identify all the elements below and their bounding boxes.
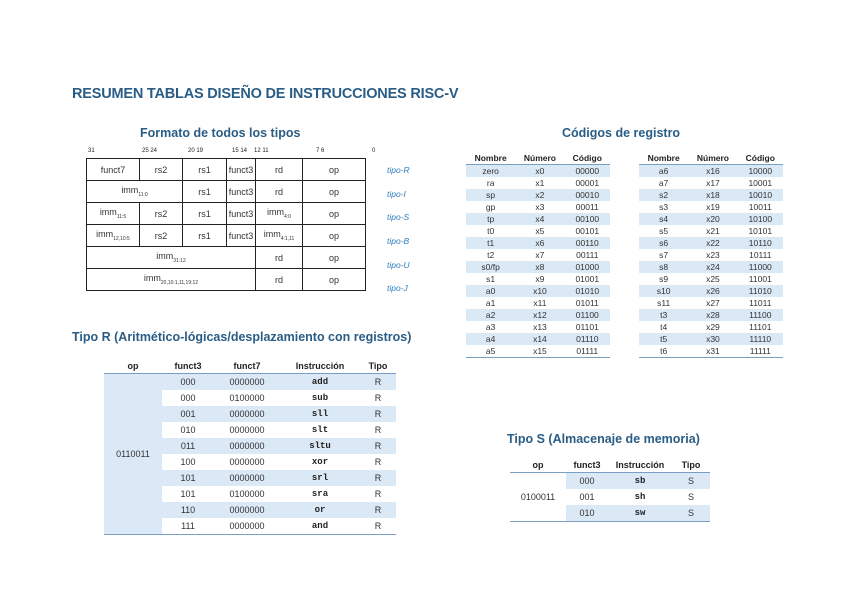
format-label-s: tipo-S — [387, 212, 410, 222]
register-row — [639, 321, 783, 333]
register-row — [639, 165, 783, 178]
register-code: 00100 — [565, 213, 610, 225]
register-number: x14 — [515, 333, 564, 345]
instruction-cell: slt — [311, 425, 329, 435]
register-number: x23 — [706, 250, 720, 260]
field-op: op — [303, 181, 366, 203]
register-row — [466, 321, 610, 333]
register-name: s3 — [659, 202, 669, 212]
register-number: x8 — [515, 261, 564, 273]
field-rs2: rs2 — [140, 225, 183, 247]
col-instruccion: Instrucción — [280, 359, 360, 374]
register-name: ra — [486, 178, 495, 188]
register-name: t4 — [660, 322, 668, 332]
register-number: x17 — [706, 178, 720, 188]
register-name: a7 — [658, 178, 669, 188]
tipo-r-table — [104, 359, 396, 535]
col-op: op — [510, 458, 566, 473]
register-name: s11 — [657, 298, 671, 308]
register-name: t6 — [660, 346, 668, 356]
col-op: op — [104, 359, 162, 374]
col-funct3: funct3 — [162, 359, 214, 374]
register-number: x24 — [688, 261, 737, 273]
register-code: 01001 — [575, 274, 600, 284]
register-name: a3 — [485, 322, 496, 332]
format-row-s — [87, 203, 366, 225]
register-name: a6 — [639, 165, 688, 178]
register-code: 10110 — [738, 237, 783, 249]
register-number: x18 — [688, 189, 737, 201]
register-row — [466, 309, 610, 321]
register-name: a4 — [466, 333, 515, 345]
field-imm-i: imm$_{11:0}$ — [87, 181, 183, 203]
register-code: 10000 — [738, 165, 783, 178]
funct3-cell: 010 — [566, 505, 608, 522]
format-heading: Formato de todos los tipos — [140, 126, 301, 140]
register-code: 10100 — [738, 213, 783, 225]
register-number: x22 — [688, 237, 737, 249]
tipo-cell: R — [374, 521, 382, 531]
register-code: 11110 — [738, 333, 783, 345]
tipo-s-row — [510, 473, 710, 490]
field-funct3: funct3 — [227, 225, 256, 247]
format-label-i: tipo-I — [387, 189, 406, 199]
instruction-cell: sltu — [280, 438, 360, 454]
register-name: s4 — [639, 213, 688, 225]
field-op: op — [303, 247, 366, 269]
tipo-cell: S — [687, 492, 694, 502]
register-row — [639, 249, 783, 261]
format-row-u — [87, 247, 366, 269]
bit-31: 31 — [88, 148, 95, 154]
field-rs1: rs1 — [183, 225, 227, 247]
register-name: a1 — [485, 298, 496, 308]
register-table-right — [639, 152, 783, 358]
register-row — [639, 201, 783, 213]
instruction-cell: sra — [311, 489, 329, 499]
field-rs2: rs2 — [140, 159, 183, 181]
register-code: 11100 — [738, 309, 783, 321]
register-row — [466, 189, 610, 201]
register-number: x27 — [706, 298, 720, 308]
register-name: a2 — [466, 309, 515, 321]
register-name: a5 — [485, 346, 496, 356]
register-number: x1 — [535, 178, 545, 188]
funct7-cell: 0000000 — [214, 470, 280, 486]
register-code: 10111 — [749, 250, 772, 260]
register-code: 11010 — [738, 285, 783, 297]
instruction-cell: sll — [280, 406, 360, 422]
register-name: sp — [466, 189, 515, 201]
funct7-cell: 0100000 — [229, 489, 265, 499]
register-number: x26 — [688, 285, 737, 297]
tipo-cell: S — [672, 505, 710, 522]
register-number: x4 — [515, 213, 564, 225]
funct3-cell: 011 — [162, 438, 214, 454]
funct3-cell: 000 — [180, 393, 196, 403]
field-imm-b-hi: imm$_{12,10:5}$ — [87, 225, 140, 247]
register-code: 00000 — [565, 165, 610, 178]
register-number: x28 — [688, 309, 737, 321]
field-funct3: funct3 — [227, 203, 256, 225]
register-code: 00010 — [565, 189, 610, 201]
bit-25-24: 25 24 — [142, 148, 158, 154]
register-name: t0 — [487, 226, 495, 236]
col-tipo: Tipo — [672, 458, 710, 473]
field-rs2: rs2 — [140, 203, 183, 225]
register-number: x5 — [535, 226, 545, 236]
tipo-r-row — [104, 374, 396, 391]
opcode-cell: 0100011 — [520, 492, 556, 502]
register-name: s10 — [639, 285, 688, 297]
register-row — [639, 297, 783, 309]
register-code: 11001 — [748, 274, 772, 284]
register-row — [466, 297, 610, 309]
tipo-cell: R — [374, 425, 382, 435]
register-row — [639, 273, 783, 285]
register-code: 01011 — [575, 298, 599, 308]
register-code: 00110 — [565, 237, 610, 249]
format-table — [86, 158, 366, 291]
funct3-cell: 101 — [180, 489, 196, 499]
register-code: 10011 — [748, 202, 772, 212]
register-number: x6 — [515, 237, 564, 249]
tipo-cell: R — [360, 374, 396, 391]
tipo-cell: R — [360, 502, 396, 518]
register-name: s5 — [659, 226, 669, 236]
register-name: s8 — [639, 261, 688, 273]
register-code: 01100 — [565, 309, 610, 321]
register-name: s2 — [639, 189, 688, 201]
instruction-cell: add — [280, 374, 360, 391]
funct3-cell: 010 — [180, 425, 196, 435]
register-name: a0 — [466, 285, 515, 297]
register-row — [466, 345, 610, 358]
format-label-j: tipo-J — [387, 283, 408, 293]
funct3-cell: 101 — [162, 470, 214, 486]
register-row — [466, 261, 610, 273]
col-nombre: Nombre — [466, 152, 515, 165]
register-number: x19 — [706, 202, 720, 212]
field-funct7: funct7 — [87, 159, 140, 181]
field-imm-s-lo: imm$_{4:0}$ — [256, 203, 303, 225]
register-row — [639, 213, 783, 225]
format-row-r — [87, 159, 366, 181]
register-row — [466, 201, 610, 213]
instruction-cell: sh — [634, 492, 646, 502]
tipo-s-table — [510, 458, 710, 522]
registers-heading: Códigos de registro — [562, 126, 681, 140]
register-name: zero — [466, 165, 515, 178]
col-tipo: Tipo — [360, 359, 396, 374]
field-rs1: rs1 — [183, 203, 227, 225]
register-number: x10 — [515, 285, 564, 297]
tipo-cell: R — [360, 438, 396, 454]
register-code: 00111 — [576, 250, 599, 260]
instruction-cell: or — [280, 502, 360, 518]
format-label-u: tipo-U — [387, 260, 410, 270]
register-name: tp — [466, 213, 515, 225]
register-number: x13 — [533, 322, 547, 332]
tipo-cell: R — [360, 406, 396, 422]
register-row — [639, 345, 783, 358]
register-code: 00001 — [575, 178, 600, 188]
field-rd: rd — [256, 181, 303, 203]
col-funct7: funct7 — [214, 359, 280, 374]
format-label-b: tipo-B — [387, 236, 410, 246]
register-number: x3 — [535, 202, 545, 212]
opcode-cell: 0110011 — [104, 374, 162, 535]
register-code: 11101 — [749, 322, 772, 332]
register-row — [639, 309, 783, 321]
register-row — [639, 225, 783, 237]
field-rd: rd — [256, 159, 303, 181]
register-name: s1 — [486, 274, 496, 284]
register-row — [466, 273, 610, 285]
register-name: t1 — [466, 237, 515, 249]
register-code: 00101 — [575, 226, 600, 236]
col-codigo: Código — [738, 152, 783, 165]
field-op: op — [303, 159, 366, 181]
register-code: 10010 — [738, 189, 783, 201]
register-number: x31 — [706, 346, 720, 356]
register-number: x11 — [533, 298, 547, 308]
register-row — [466, 333, 610, 345]
register-number: x7 — [535, 250, 545, 260]
format-row-j — [87, 269, 366, 291]
funct3-cell: 000 — [566, 473, 608, 490]
col-funct3: funct3 — [566, 458, 608, 473]
instruction-cell: sw — [608, 505, 672, 522]
bit-7-6: 7 6 — [316, 148, 325, 154]
format-row-b — [87, 225, 366, 247]
field-rs1: rs1 — [183, 159, 227, 181]
register-row — [466, 213, 610, 225]
tipo-cell: R — [360, 470, 396, 486]
field-op: op — [303, 225, 366, 247]
register-code: 01010 — [565, 285, 610, 297]
register-name: gp — [485, 202, 496, 212]
funct7-cell: 0000000 — [214, 406, 280, 422]
funct3-cell: 100 — [180, 457, 196, 467]
format-row-i — [87, 181, 366, 203]
field-imm-b-lo: imm$_{4:1,11}$ — [256, 225, 303, 247]
register-code: 11111 — [749, 346, 771, 356]
register-name: s9 — [659, 274, 669, 284]
funct7-cell: 0100000 — [229, 393, 265, 403]
bit-15-14: 15 14 — [232, 148, 248, 154]
field-funct3: funct3 — [227, 181, 256, 203]
funct7-cell: 0000000 — [214, 438, 280, 454]
instruction-cell: sb — [608, 473, 672, 490]
register-code: 11000 — [738, 261, 783, 273]
register-code: 11011 — [749, 298, 772, 308]
register-name: s7 — [659, 250, 669, 260]
register-code: 00011 — [575, 202, 599, 212]
register-number: x30 — [688, 333, 737, 345]
tipo-cell: R — [374, 393, 382, 403]
bit-12-11: 12 11 — [254, 148, 269, 154]
register-row — [639, 285, 783, 297]
register-code: 01111 — [576, 346, 599, 356]
field-rd: rd — [256, 269, 303, 291]
col-codigo: Código — [565, 152, 610, 165]
col-numero: Número — [515, 152, 564, 165]
register-number: x0 — [515, 165, 564, 178]
register-row — [466, 285, 610, 297]
field-rd: rd — [256, 247, 303, 269]
tipo-s-heading: Tipo S (Almacenaje de memoria) — [507, 432, 700, 446]
funct7-cell: 0000000 — [229, 521, 265, 531]
field-imm-s-hi: imm$_{11:5}$ — [87, 203, 140, 225]
tipo-cell: R — [374, 457, 382, 467]
funct7-cell: 0000000 — [214, 374, 280, 391]
register-number: x21 — [706, 226, 720, 236]
register-number: x25 — [706, 274, 720, 284]
bit-0: 0 — [372, 148, 376, 154]
register-number: x12 — [515, 309, 564, 321]
register-number: x20 — [688, 213, 737, 225]
field-funct3: funct3 — [227, 159, 256, 181]
register-code: 10001 — [748, 178, 773, 188]
col-nombre: Nombre — [639, 152, 688, 165]
instruction-cell: srl — [280, 470, 360, 486]
register-name: s0/fp — [466, 261, 515, 273]
funct7-cell: 0000000 — [229, 457, 265, 467]
register-number: x2 — [515, 189, 564, 201]
register-row — [639, 177, 783, 189]
register-name: s6 — [639, 237, 688, 249]
register-name: t5 — [639, 333, 688, 345]
register-code: 01101 — [575, 322, 599, 332]
register-row — [639, 261, 783, 273]
funct7-cell: 0000000 — [229, 425, 265, 435]
format-label-r: tipo-R — [387, 165, 410, 175]
register-row — [466, 237, 610, 249]
register-row — [466, 225, 610, 237]
register-name: t3 — [639, 309, 688, 321]
col-instruccion: Instrucción — [608, 458, 672, 473]
funct3-cell: 111 — [181, 521, 195, 531]
funct3-cell: 001 — [579, 492, 595, 502]
register-code: 10101 — [748, 226, 773, 236]
register-code: 01110 — [565, 333, 610, 345]
tipo-r-heading: Tipo R (Aritmético-lógicas/desplazamiento con registros) — [72, 330, 412, 344]
register-number: x29 — [706, 322, 720, 332]
field-op: op — [303, 203, 366, 225]
register-row — [639, 189, 783, 201]
register-row — [466, 249, 610, 261]
register-number: x16 — [688, 165, 737, 178]
register-name: t2 — [487, 250, 495, 260]
tipo-cell: R — [374, 489, 382, 499]
register-row — [639, 333, 783, 345]
funct3-cell: 110 — [162, 502, 214, 518]
register-row — [466, 177, 610, 189]
register-row — [466, 165, 610, 178]
funct3-cell: 001 — [162, 406, 214, 422]
instruction-cell: and — [311, 521, 329, 531]
tipo-cell: S — [672, 473, 710, 490]
field-rs1: rs1 — [183, 181, 227, 203]
funct3-cell: 000 — [162, 374, 214, 391]
register-code: 01000 — [565, 261, 610, 273]
field-op: op — [303, 269, 366, 291]
col-numero: Número — [688, 152, 737, 165]
page-title: RESUMEN TABLAS DISEÑO DE INSTRUCCIONES RISC-V — [72, 86, 459, 102]
instruction-cell: sub — [311, 393, 329, 403]
register-number: x9 — [535, 274, 545, 284]
register-table-left — [466, 152, 610, 358]
field-imm-j: imm$_{20,10:1,11,19:12}$ — [87, 269, 256, 291]
register-number: x15 — [533, 346, 547, 356]
register-row — [639, 237, 783, 249]
field-imm-u: imm$_{31:12}$ — [87, 247, 256, 269]
funct7-cell: 0000000 — [214, 502, 280, 518]
instruction-cell: xor — [311, 457, 329, 467]
bit-20-19: 20 19 — [188, 148, 204, 154]
